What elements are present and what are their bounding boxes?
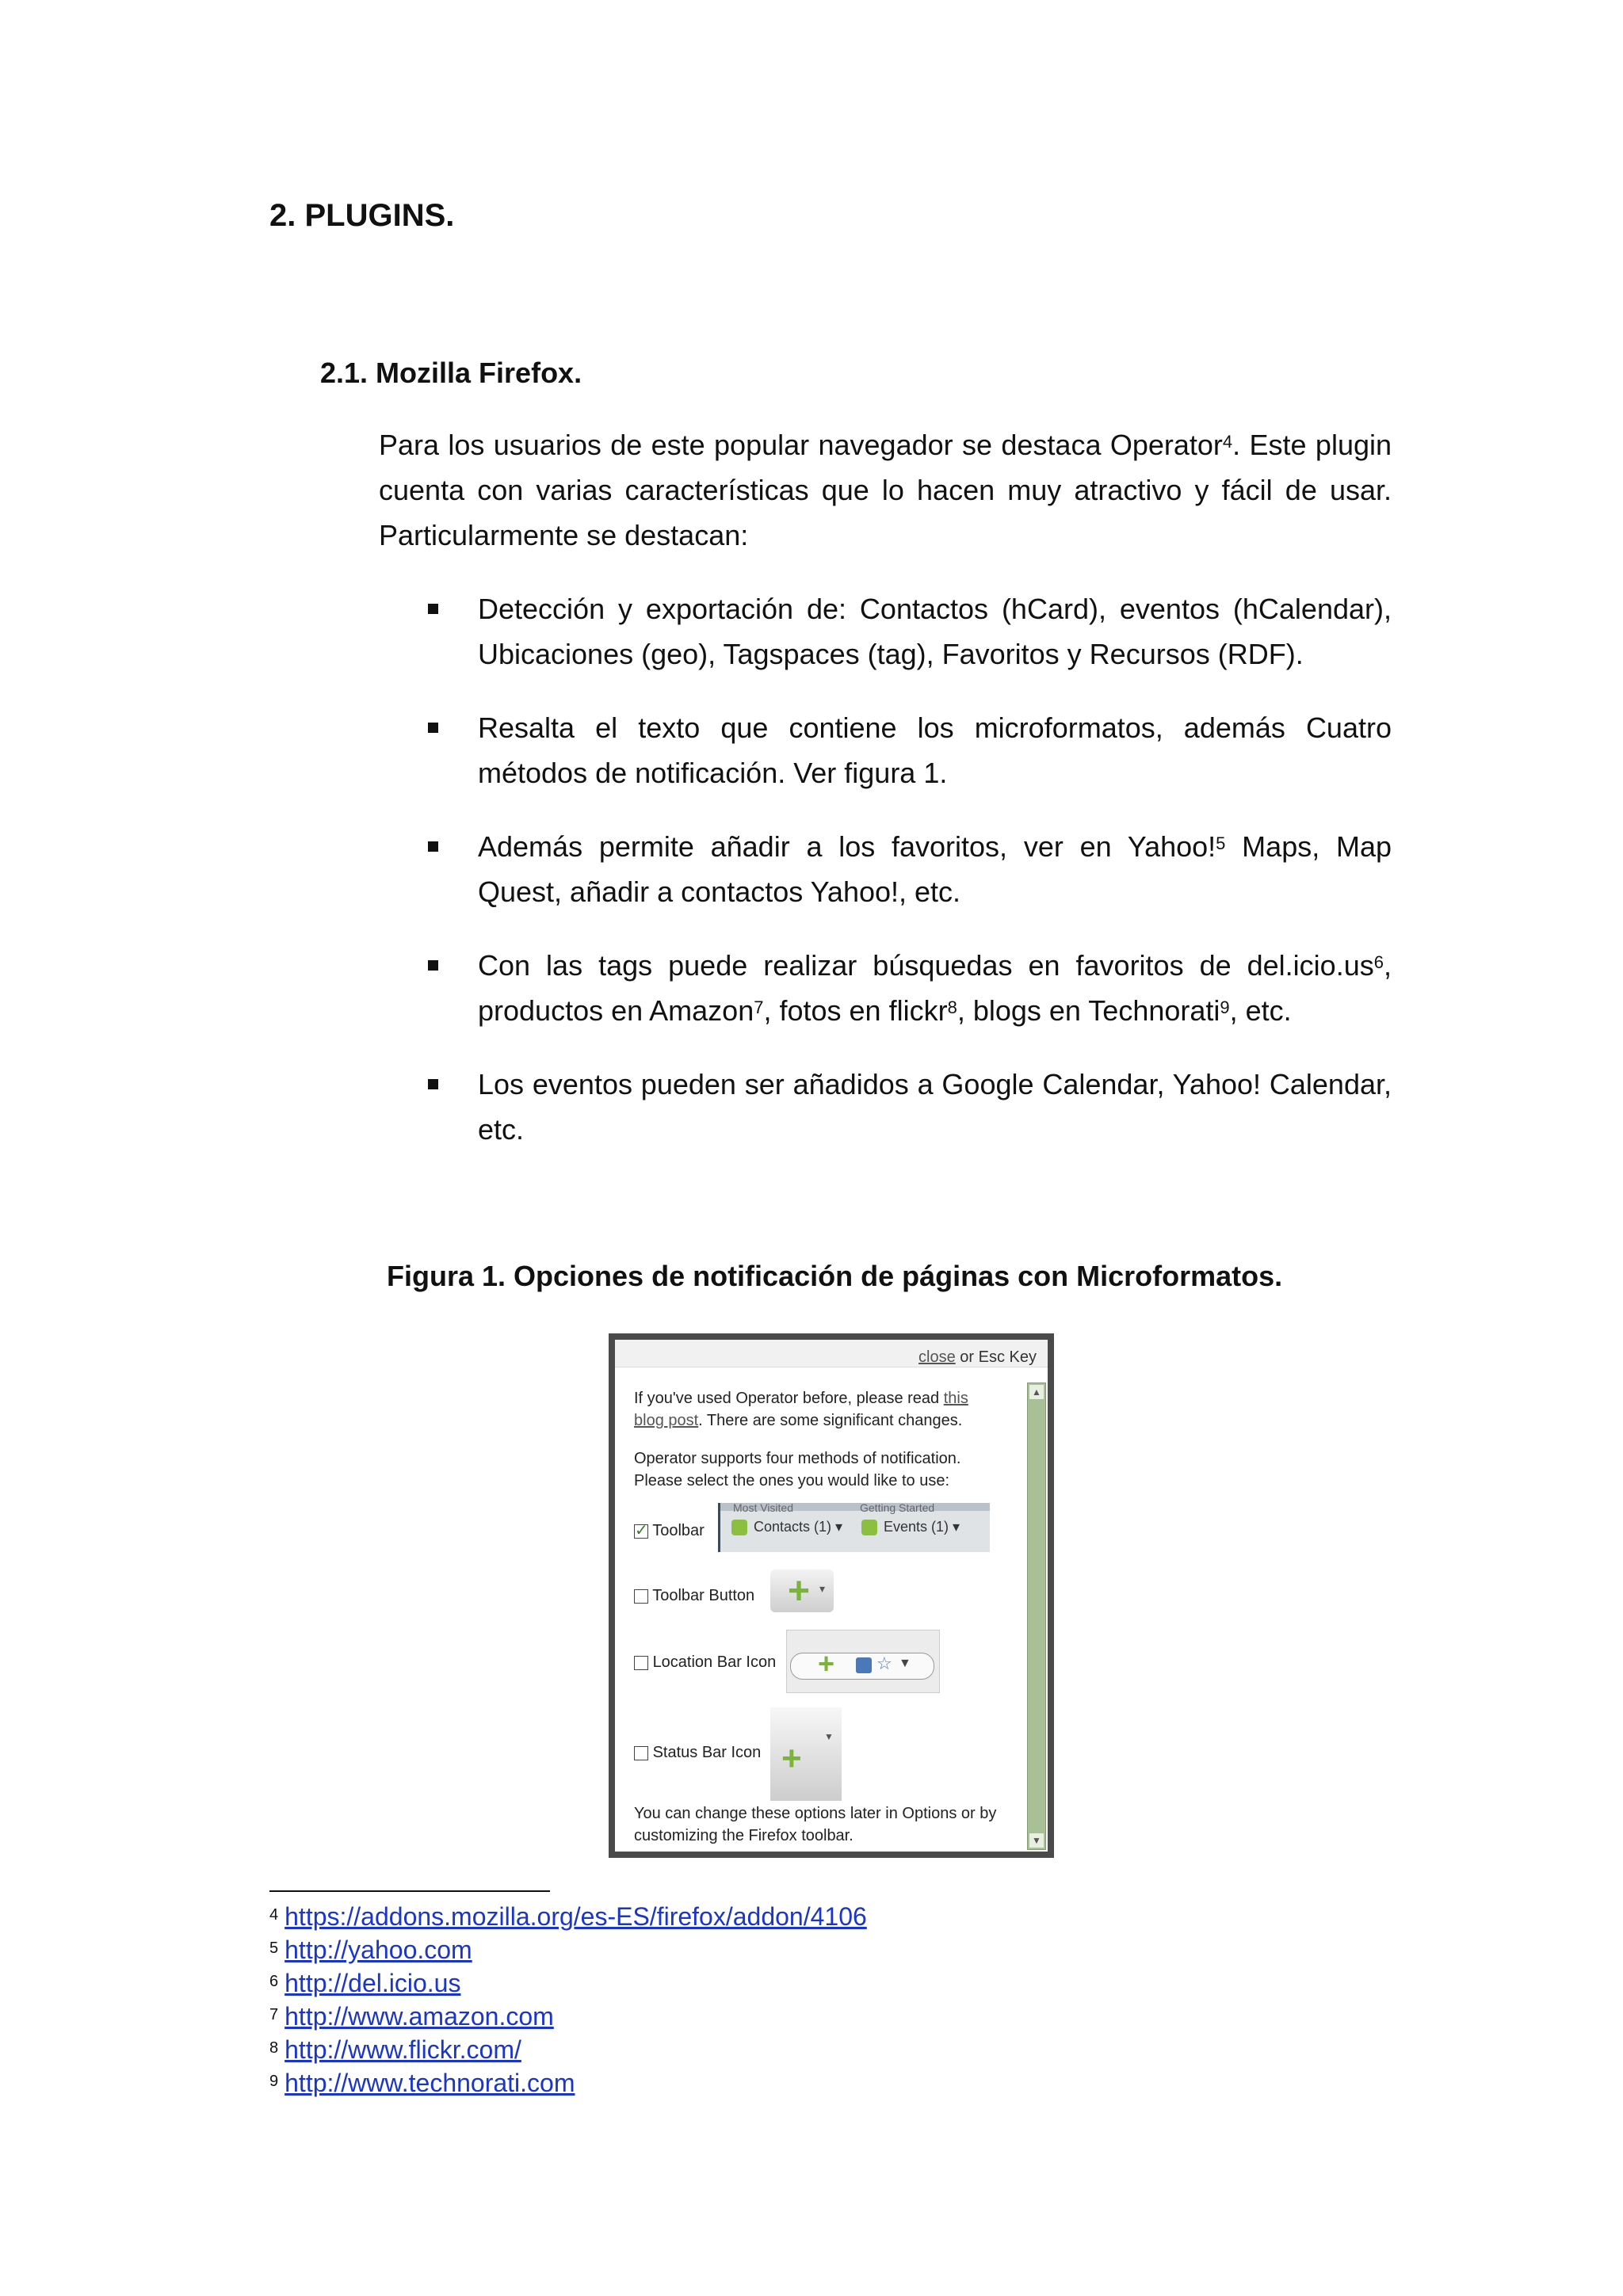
footnote-ref[interactable]: 9 [1220, 997, 1230, 1017]
figure-screenshot [609, 1333, 1054, 1858]
footnote-divider [269, 1890, 550, 1892]
rss-icon [856, 1657, 872, 1673]
bullet-marker [428, 960, 438, 971]
operator-dialog [615, 1340, 1048, 1852]
section-heading: 2. PLUGINS. [269, 198, 455, 233]
chevron-down-icon: ▾ [819, 1582, 826, 1595]
plus-icon: + [781, 1739, 802, 1778]
bullet-marker [428, 841, 438, 852]
bullet-marker [428, 723, 438, 733]
scroll-down-icon[interactable]: ▼ [1029, 1833, 1044, 1848]
contacts-icon [731, 1520, 747, 1535]
plus-icon: + [818, 1647, 835, 1680]
figure-caption: Figura 1. Opciones de notificación de páginas con Microformatos. [387, 1260, 1283, 1292]
intro-paragraph: Para los usuarios de este popular navegador se destaca Operator$^4$. Este plugin cuenta con varias características que lo hacen muy atractivo y fácil de usar. Particularmente se destacan: [379, 429, 1392, 551]
footnote: $^9$ http://www.technorati.com [269, 2069, 575, 2097]
footnote-link[interactable]: http://www.amazon.com [285, 2002, 554, 2031]
footnote-ref[interactable]: 8 [947, 997, 957, 1017]
list-item: Detección y exportación de: Contactos (hCard), eventos (hCalendar), Ubicaciones (geo), Tagspaces (tag), Favoritos y Recursos (RDF). [428, 586, 1392, 677]
status-bar-checkbox[interactable] [634, 1746, 648, 1760]
footnote: $^8$ http://www.flickr.com/ [269, 2035, 521, 2064]
events-icon [861, 1520, 877, 1535]
list-item: Además permite añadir a los favoritos, ver en Yahoo!$^5$ Maps, Map Quest, añadir a contactos Yahoo!, etc. [428, 824, 1392, 914]
status-bar-preview [770, 1707, 842, 1801]
footnote-link[interactable]: http://del.icio.us [285, 1969, 461, 1997]
star-icon: ☆ [876, 1653, 892, 1673]
footnotes [269, 1900, 867, 2100]
blog-post-link[interactable]: blog post [634, 1412, 699, 1429]
list-item: Resalta el texto que contiene los microformatos, además Cuatro métodos de notificación. Ver figura 1. [428, 705, 1392, 795]
list-item: Con las tags puede realizar búsquedas en favoritos de $del.icio.us^6$, productos en Amazon$^7$, fotos en flickr$^8$, blogs en Technorati$^9$, etc. [428, 943, 1392, 1033]
footnote-link[interactable]: http://www.technorati.com [285, 2069, 575, 2097]
scrollbar[interactable] [1027, 1383, 1046, 1850]
footnote-ref[interactable]: 5 [1216, 833, 1226, 853]
this-link[interactable]: this [943, 1390, 968, 1407]
chevron-down-icon: ▼ [824, 1731, 834, 1742]
subsection-heading: 2.1. Mozilla Firefox. [320, 357, 582, 389]
footer-text: You can change these options later in Options or by customizing the Firefox toolbar. [634, 1805, 997, 1844]
footnote-ref[interactable]: 6 [1373, 952, 1384, 972]
option-location-bar[interactable]: Location Bar Icon [634, 1653, 776, 1672]
location-bar-checkbox[interactable] [634, 1656, 648, 1670]
footnote-ref[interactable]: 7 [754, 997, 764, 1017]
location-bar-preview [786, 1630, 940, 1693]
footnote-link[interactable]: http://yahoo.com [285, 1936, 472, 1964]
scroll-up-icon[interactable]: ▲ [1029, 1385, 1044, 1399]
footnote-link[interactable]: http://www.flickr.com/ [285, 2035, 521, 2064]
plus-icon: + [788, 1570, 811, 1612]
footnote-link[interactable]: https://addons.mozilla.org/es-ES/firefox/addon/4106 [285, 1902, 867, 1931]
instructions-text: Operator supports four methods of notification. Please select the ones you would like to use: [634, 1450, 961, 1489]
toolbar-button-preview [770, 1569, 834, 1612]
toolbar-checkbox[interactable] [634, 1524, 648, 1539]
footnote: $^7$ http://www.amazon.com [269, 2002, 554, 2031]
close-link[interactable]: close [918, 1348, 956, 1366]
footnote: $^6$ http://del.icio.us [269, 1969, 461, 1997]
footnote: $^4$ https://addons.mozilla.org/es-ES/firefox/addon/4106 [269, 1902, 867, 1931]
footnote-ref[interactable]: 4 [1222, 432, 1233, 452]
dialog-header: close or Esc Key [615, 1340, 1048, 1367]
list-item: Los eventos pueden ser añadidos a Google Calendar, Yahoo! Calendar, etc. [428, 1062, 1392, 1152]
intro-text: If you've used Operator before, please read this blog post. There are some significant changes. [634, 1390, 968, 1429]
bullet-marker [428, 1079, 438, 1089]
toolbar-button-checkbox[interactable] [634, 1589, 648, 1604]
bullet-marker [428, 604, 438, 614]
chevron-down-icon: ▼ [899, 1657, 911, 1670]
option-toolbar-button[interactable]: Toolbar Button [634, 1587, 754, 1605]
option-status-bar[interactable]: Status Bar Icon [634, 1744, 761, 1762]
footnote: $^5$ http://yahoo.com [269, 1936, 472, 1964]
toolbar-preview: Most Visited Getting Started Contacts (1) ▾ Events (1) ▾ [718, 1503, 990, 1552]
option-toolbar[interactable]: ✓ Toolbar [634, 1522, 705, 1540]
